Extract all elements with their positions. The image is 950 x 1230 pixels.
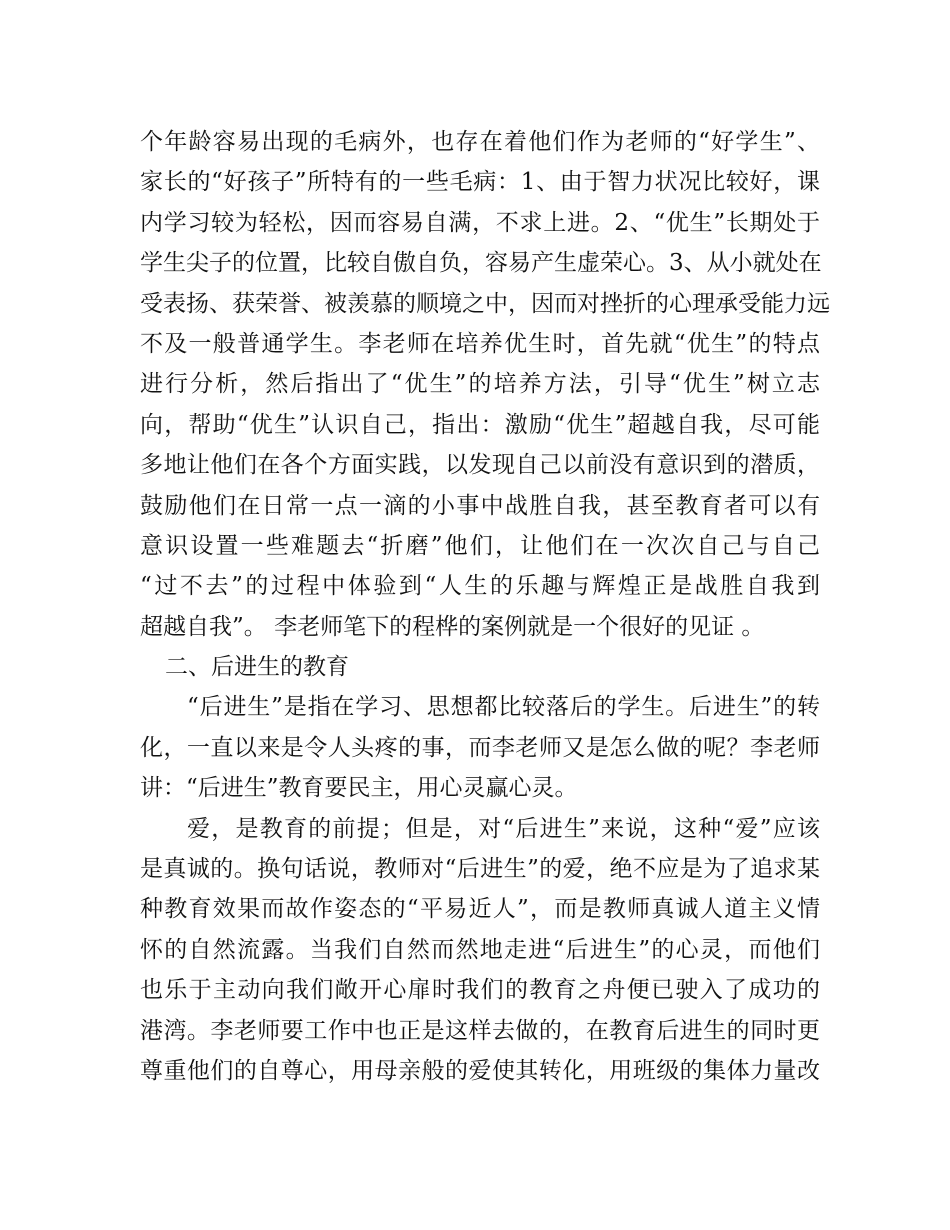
text-line: 讲：“后进生”教育要民主，用心灵赢心灵。 bbox=[140, 775, 578, 802]
document-body bbox=[140, 122, 830, 1091]
text-line: 意识设置一些难题去“折磨”他们，让他们在一次次自己与自己 bbox=[140, 532, 820, 559]
text-line: 是真诚的。换句话说，教师对“后进生”的爱，绝不应是为了追求某 bbox=[140, 856, 820, 883]
text-line: 学生尖子的位置，比较自傲自负，容易产生虚荣心。3、从小就处在 bbox=[140, 250, 822, 277]
text-line: 也乐于主动向我们敞开心扉时我们的教育之舟便已驶入了成功的 bbox=[140, 977, 820, 1004]
text-line: 内学习较为轻松，因而容易自满，不求上进。2、“优生”长期处于 bbox=[140, 209, 820, 236]
text-line: “过不去”的过程中体验到“人生的乐趣与辉煌正是战胜自我到 bbox=[140, 573, 820, 600]
paragraph-first-line: 爱，是教育的前提；但是，对“后进生”来说，这种“爱”应该 bbox=[187, 815, 820, 842]
text-line: 不及一般普通学生。李老师在培养优生时，首先就“优生”的特点 bbox=[140, 330, 820, 357]
text-line: 家长的“好孩子”所特有的一些毛病：1、由于智力状况比较好，课 bbox=[140, 169, 820, 196]
text-line: 超越自我”。 李老师笔下的程桦的案例就是一个很好的见证 。 bbox=[140, 613, 765, 640]
text-line: 尊重他们的自尊心，用母亲般的爱使其转化，用班级的集体力量改 bbox=[140, 1057, 820, 1084]
text-line: 港湾。李老师要工作中也正是这样去做的，在教育后进生的同时更 bbox=[140, 1017, 820, 1044]
text-line: 受表扬、获荣誉、被羡慕的顺境之中，因而对挫折的心理承受能力远 bbox=[140, 290, 830, 317]
text-line: 种教育效果而故作姿态的“平易近人”，而是教师真诚人道主义情 bbox=[140, 896, 820, 923]
text-line: 怀的自然流露。当我们自然而然地走进“后进生”的心灵，而他们 bbox=[140, 936, 820, 963]
text-line: 化，一直以来是令人头疼的事，而李老师又是怎么做的呢？李老师 bbox=[140, 734, 820, 761]
section-heading: 二、后进生的教育 bbox=[165, 654, 349, 681]
text-line: 个年龄容易出现的毛病外，也存在着他们作为老师的“好学生”、 bbox=[140, 129, 820, 155]
text-line: 鼓励他们在日常一点一滴的小事中战胜自我，甚至教育者可以有 bbox=[140, 492, 820, 519]
text-line: 向，帮助“优生”认识自己，指出：激励“优生”超越自我，尽可能 bbox=[140, 411, 820, 438]
text-line: 多地让他们在各个方面实践，以发现自己以前没有意识到的潜质， bbox=[140, 452, 820, 479]
paragraph-first-line: “后进生”是指在学习、思想都比较落后的学生。后进生”的转 bbox=[187, 694, 820, 721]
text-line: 进行分析，然后指出了“优生”的培养方法，引导“优生”树立志 bbox=[140, 371, 820, 398]
